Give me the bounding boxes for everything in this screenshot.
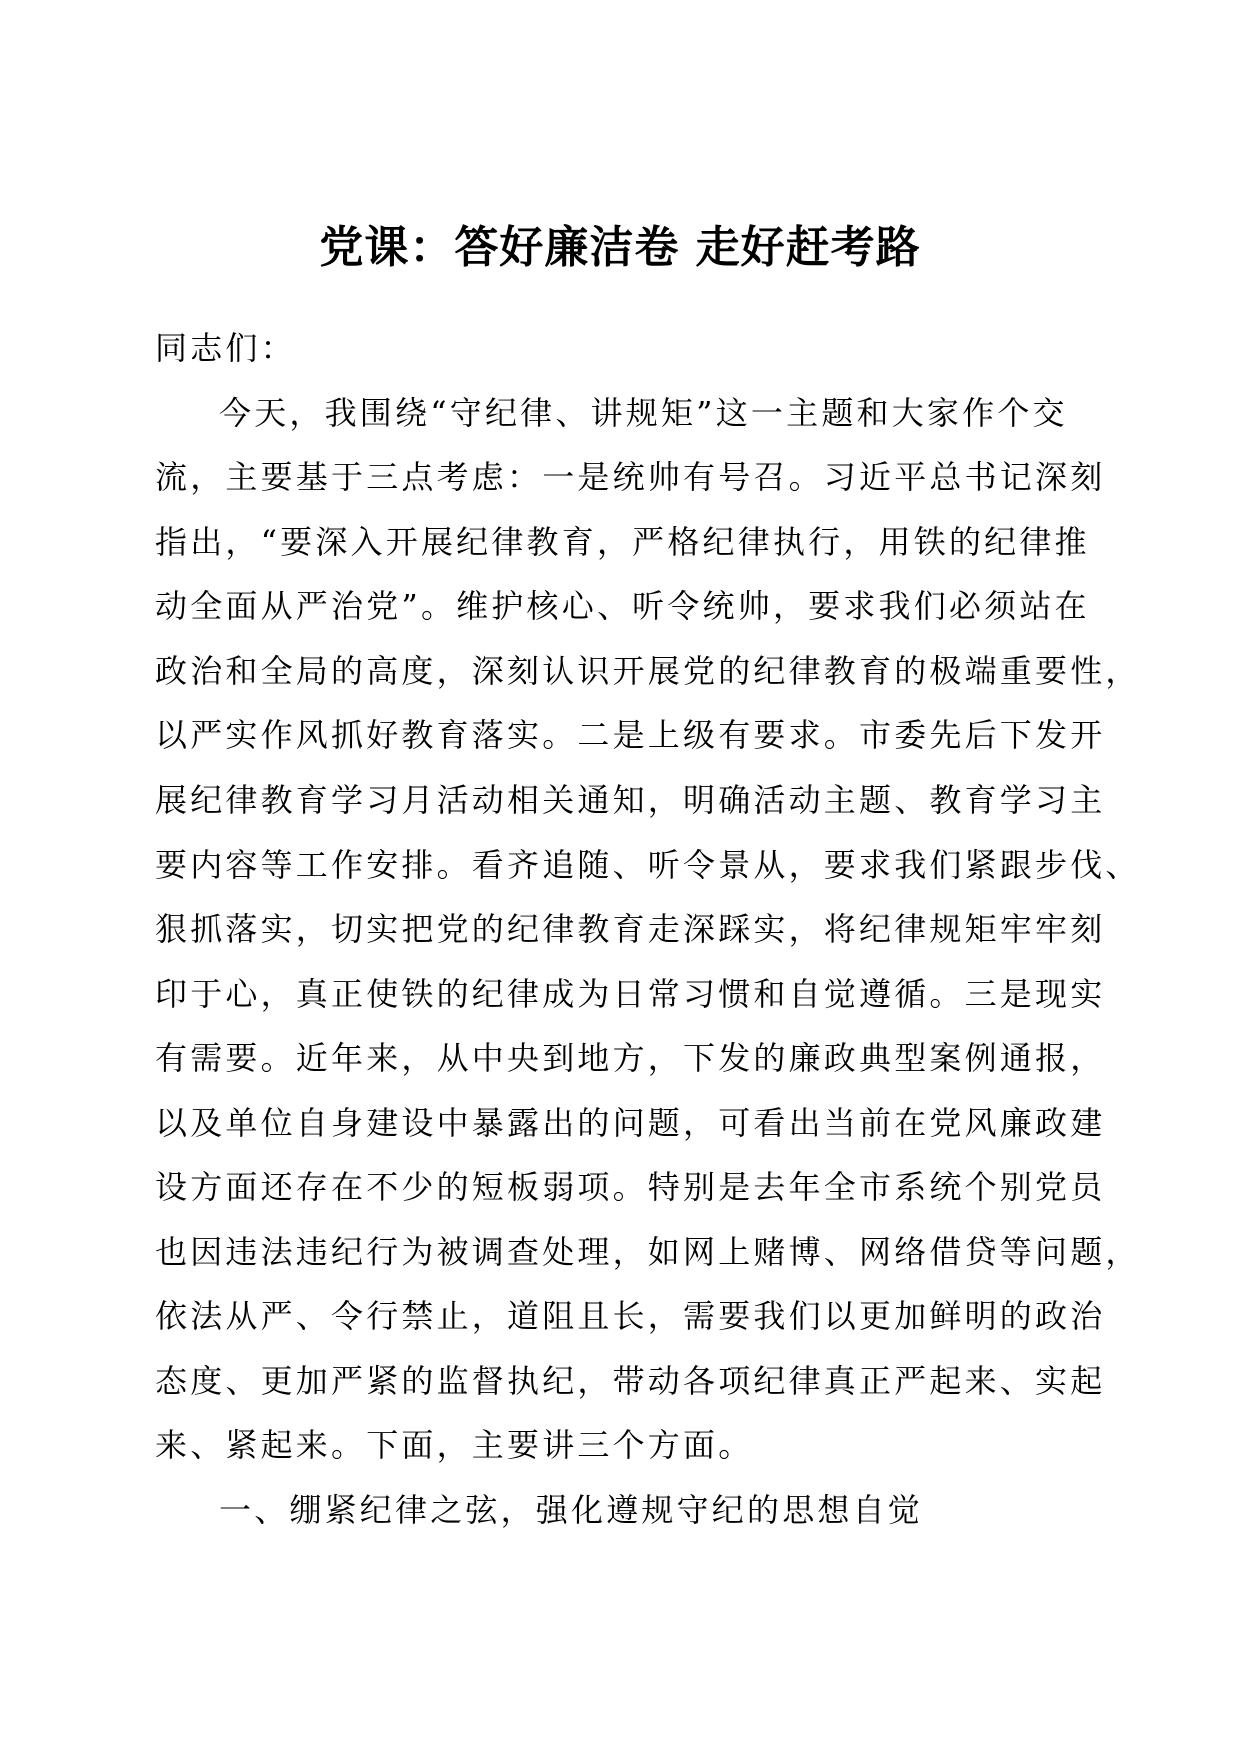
section-heading: 一、绷紧纪律之弦，强化遵规守纪的思想自觉	[219, 1491, 924, 1529]
paragraph-line: 设方面还存在不少的短板弱项。特别是去年全市系统个别党员	[155, 1168, 1106, 1206]
paragraph-line: 政治和全局的高度，深刻认识开展党的纪律教育的极端重要性，	[155, 652, 1141, 690]
paragraph-line: 依法从严、令行禁止，道阻且长，需要我们以更加鲜明的政治	[155, 1297, 1106, 1335]
paragraph-line: 也因违法违纪行为被调查处理，如网上赌博、网络借贷等问题，	[155, 1233, 1141, 1271]
paragraph-line: 狠抓落实，切实把党的纪律教育走深踩实，将纪律规矩牢牢刻	[155, 910, 1106, 948]
paragraph-line: 印于心，真正使铁的纪律成为日常习惯和自觉遵循。三是现实	[155, 975, 1106, 1013]
paragraph-line: 以及单位自身建设中暴露出的问题，可看出当前在党风廉政建	[155, 1104, 1106, 1142]
paragraph-line: 态度、更加严紧的监督执纪，带动各项纪律真正严起来、实起	[155, 1362, 1106, 1400]
document-title: 党课：答好廉洁卷 走好赶考路	[319, 222, 921, 273]
paragraph-line: 动全面从严治党”。维护核心、听令统帅，要求我们必须站在	[155, 587, 1090, 625]
paragraph-line: 有需要。近年来，从中央到地方，下发的廉政典型案例通报，	[155, 1039, 1106, 1077]
paragraph-line: 今天，我围绕“守纪律、讲规矩”这一主题和大家作个交	[219, 394, 1068, 432]
salutation: 同志们：	[155, 329, 296, 367]
paragraph-line: 指出，“要深入开展纪律教育，严格纪律执行，用铁的纪律推	[155, 523, 1090, 561]
paragraph-line: 展纪律教育学习月活动相关通知，明确活动主题、教育学习主	[155, 781, 1106, 819]
paragraph-line: 要内容等工作安排。看齐追随、听令景从，要求我们紧跟步伐、	[155, 846, 1141, 884]
paragraph-line: 来、紧起来。下面，主要讲三个方面。	[155, 1426, 754, 1464]
paragraph-line: 流，主要基于三点考虑：一是统帅有号召。习近平总书记深刻	[155, 458, 1106, 496]
paragraph-line: 以严实作风抓好教育落实。二是上级有要求。市委先后下发开	[155, 716, 1106, 754]
